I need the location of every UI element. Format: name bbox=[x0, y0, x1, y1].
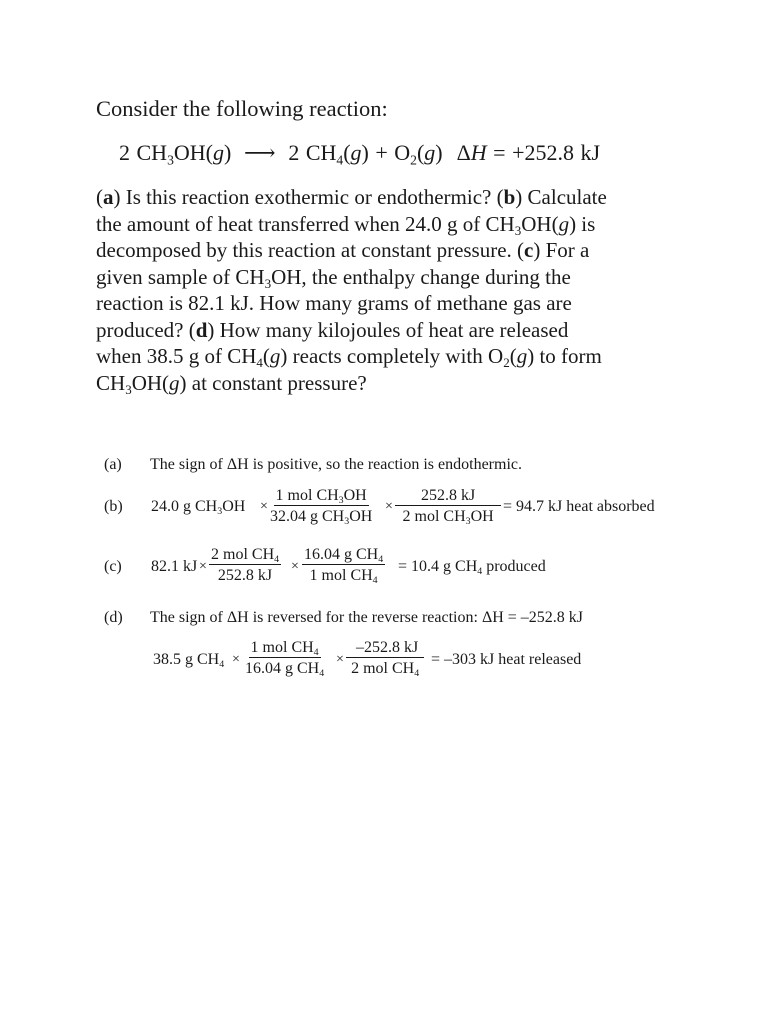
solution-a-label: (a) bbox=[104, 456, 122, 473]
solution-c-result: = 10.4 g $CH_4$ produced bbox=[398, 558, 546, 578]
solution-c-label: (c) bbox=[104, 558, 122, 575]
reaction-equation: 2 $CH_3OH(g)$ ⟶ 2 $CH_4(g) + O_2(g) \Delta H = +252.8$ kJ bbox=[119, 140, 601, 168]
multiply-sign: × bbox=[199, 559, 207, 574]
fraction-numerator: 1 mol $CH_3OH$ bbox=[275, 487, 367, 507]
fraction-denominator: 16.04 g $CH_4$ bbox=[245, 660, 325, 680]
solution-b-fraction-2 bbox=[395, 487, 501, 528]
problem-intro: Consider the following reaction: bbox=[96, 96, 388, 121]
multiply-sign: × bbox=[385, 499, 393, 514]
fraction-denominator: 2 mol $CH_3OH$ bbox=[402, 508, 494, 528]
fraction-numerator: 16.04 g $CH_4$ bbox=[304, 546, 384, 566]
solution-d-fraction-2 bbox=[346, 639, 424, 680]
multiply-sign: × bbox=[291, 559, 299, 574]
fraction-numerator: 252.8 kJ bbox=[395, 487, 501, 506]
fraction-numerator: –252.8 kJ bbox=[346, 639, 424, 658]
solution-b-result: = 94.7 kJ heat absorbed bbox=[503, 498, 655, 515]
multiply-sign: × bbox=[232, 652, 240, 667]
solution-c-fraction-2 bbox=[302, 546, 385, 587]
problem-question: (a) Is this reaction exothermic or endothermic? (b) Calculate the amount of heat transferred when 24.0 g of $CH_3OH(g)$ is decomposed by this reaction at constant pressure. (c) For a given sample of $CH_3OH$, the enthalpy change during the reaction is 82.1 kJ. How many grams of methane gas are produced? (d) How many kilojoules of heat are released when 38.5 g of $CH_4(g)$ reacts completely with $O_2(g)$ to form $CH_3OH(g)$ at constant pressure? bbox=[96, 185, 607, 397]
fraction-denominator: 1 mol $CH_4$ bbox=[309, 567, 378, 587]
multiply-sign: × bbox=[336, 652, 344, 667]
fraction-denominator: 2 mol $CH_4$ bbox=[351, 660, 420, 680]
solution-d-result: = –303 kJ heat released bbox=[431, 651, 582, 668]
solution-b-fraction-1 bbox=[268, 487, 374, 528]
solution-c-fraction-1 bbox=[209, 546, 281, 584]
fraction-numerator: 1 mol $CH_4$ bbox=[250, 639, 319, 659]
solution-d-text: The sign of ΔH is reversed for the reverse reaction: ΔH = –252.8 kJ bbox=[150, 609, 584, 626]
solution-a-text: The sign of ΔH is positive, so the reaction is endothermic. bbox=[150, 456, 522, 473]
solution-c-given: 82.1 kJ bbox=[151, 558, 198, 575]
solution-b-label: (b) bbox=[104, 498, 123, 515]
solution-d-given: 38.5 g $CH_4$ bbox=[153, 651, 225, 671]
fraction-numerator: 2 mol $CH_4$ bbox=[211, 546, 280, 566]
fraction-denominator: 32.04 g $CH_3OH$ bbox=[270, 508, 373, 528]
fraction-denominator: 252.8 kJ bbox=[217, 567, 273, 584]
solution-b-given: 24.0 g $CH_3OH$ bbox=[151, 498, 246, 518]
solution-d-label: (d) bbox=[104, 609, 123, 626]
multiply-sign: × bbox=[260, 499, 268, 514]
solution-d-fraction-1 bbox=[243, 639, 326, 680]
